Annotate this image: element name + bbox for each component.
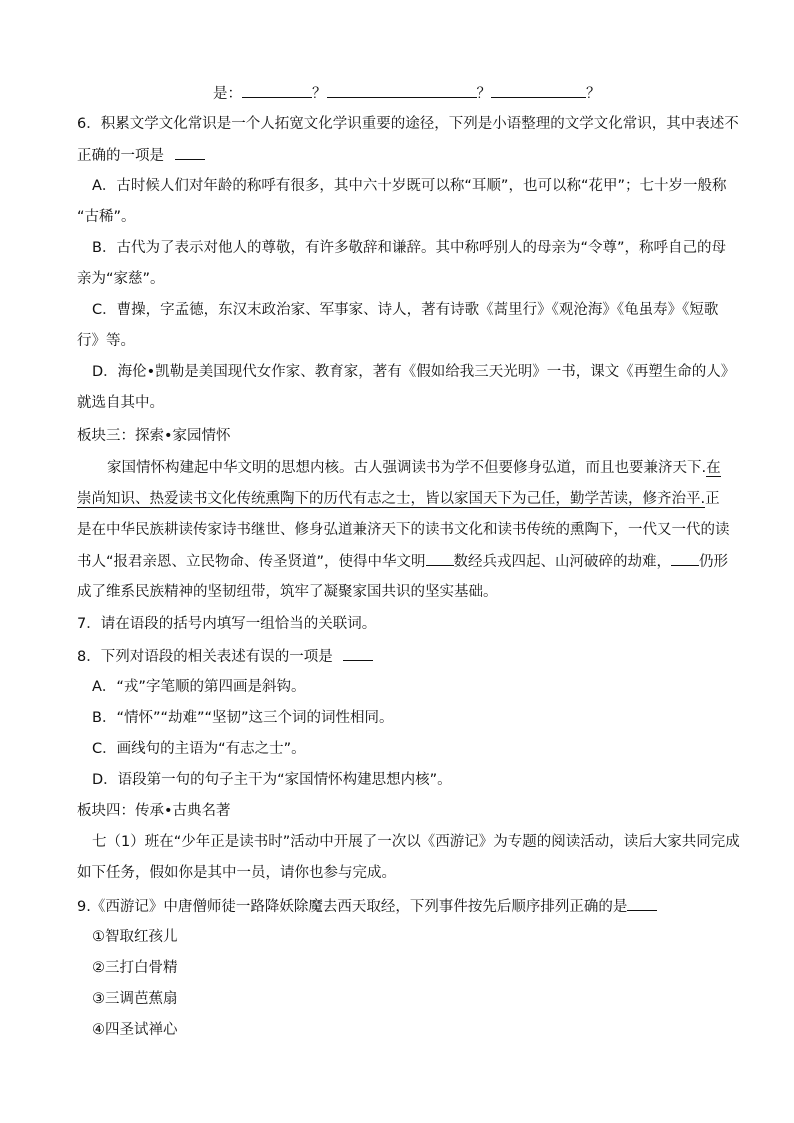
answer-blank[interactable] (491, 83, 586, 98)
answer-blank-line (213, 83, 601, 104)
connective-blank-1[interactable] (426, 551, 454, 566)
section-4-intro-cont: 如下任务，假如你是其中一员，请你也参与完成。 (77, 865, 396, 881)
question-9-item-3: ③三调芭蕉扇 (92, 991, 178, 1007)
question-8-option-b: B．“情怀”“劫难”“坚韧”这三个词的词性相同。 (92, 710, 394, 726)
connective-blank-2[interactable] (671, 551, 699, 566)
question-9-stem-text: 9.《西游记》中唐僧师徒一路降妖除魔去西天取经，下列事件按先后顺序排列正确的是 (77, 899, 628, 915)
question-6-stem-text: 正确的一项是 (77, 148, 164, 164)
answer-blank[interactable] (627, 896, 657, 911)
passage-text: 书人“报君亲恩、立民物命、传圣贤道”，使得中华文明 (77, 554, 426, 570)
question-mark: ？ (312, 86, 327, 102)
passage-line-4 (77, 551, 728, 572)
question-9-stem (77, 896, 657, 917)
answer-blank[interactable] (175, 145, 205, 160)
question-8-option-c: C．画线句的主语为“有志之士”。 (92, 741, 306, 757)
section-3-title: 板块三：探索•家园情怀 (77, 428, 231, 444)
passage-text: 正 (705, 491, 720, 507)
question-8-stem-text: 8．下列对语段的相关表述有误的一项是 (77, 649, 333, 665)
question-6-option-b: B．古代为了表示对他人的尊敬，有许多敬辞和谦辞。其中称呼别人的母亲为“令尊”，称呼自己的母 (92, 240, 726, 256)
section-4-title: 板块四：传承•古典名著 (77, 803, 231, 819)
question-6-option-b-cont: 亲为“家慈”。 (77, 271, 165, 287)
question-mark: ？ (586, 86, 601, 102)
passage-text: 仍形 (699, 554, 729, 570)
answer-blank[interactable] (242, 83, 312, 98)
question-6-option-a: A．古时候人们对年龄的称呼有很多，其中六十岁既可以称“耳顺”，也可以称“花甲”；七十岁一般称 (92, 178, 727, 194)
passage-text: 数经兵戎四起、山河破碎的劫难， (453, 554, 672, 570)
question-9-item-4: ④四圣试禅心 (92, 1022, 178, 1038)
question-7: 7．请在语段的括号内填写一组恰当的关联词。 (77, 616, 377, 632)
question-8-option-a: A．“戎”字笔顺的第四画是斜钩。 (92, 679, 306, 695)
question-6-option-d: D．海伦•凯勒是美国现代女作家、教育家，著有《假如给我三天光明》一书，课文《再塑生命的人》 (92, 364, 736, 380)
answer-blank[interactable] (327, 83, 477, 98)
question-6-option-d-cont: 就选自其中。 (77, 395, 164, 411)
question-6-option-a-cont: “古稀”。 (77, 209, 136, 225)
question-mark: ？ (476, 86, 491, 102)
question-8-stem (77, 646, 373, 667)
passage-text: 家国情怀构建起中华文明的思想内核。古人强调读书为学不但要修身弘道，而且也要兼济天下. (107, 460, 707, 476)
question-6-stem: 6．积累文学文化常识是一个人拓宽文化学识重要的途径，下列是小语整理的文学文化常识，其中表述不 (77, 116, 739, 132)
answer-blank[interactable] (343, 646, 373, 661)
question-6-option-c-cont: 行》等。 (77, 333, 135, 349)
passage-line-3: 是在中华民族耕读传家诗书继世、修身弘道兼济天下的读书文化和读书传统的熏陶下，一代又一代的读 (77, 522, 730, 538)
passage-line-5: 成了维系民族精神的坚韧纽带，筑牢了凝聚家国共识的坚实基础。 (77, 584, 498, 600)
question-6-option-c: C．曹操，字孟德，东汉末政治家、军事家、诗人，著有诗歌《蒿里行》《观沧海》《龟虽寿》《短歌 (92, 302, 719, 318)
passage-line-1 (107, 458, 721, 478)
question-8-option-d: D．语段第一句的句子主干为“家国情怀构建思想内核”。 (92, 772, 452, 788)
question-9-item-2: ②三打白骨精 (92, 960, 178, 976)
question-6-stem-cont (77, 145, 205, 166)
answer-prefix: 是： (213, 86, 242, 102)
question-9-item-1: ①智取红孩儿 (92, 929, 178, 945)
underlined-sentence: 崇尚知识、热爱读书文化传统熏陶下的历代有志之士，皆以家国天下为己任，勤学苦读，修齐治平. (77, 491, 706, 507)
section-4-intro: 七（1）班在“少年正是读书时”活动中开展了一次以《西游记》为专题的阅读活动，读后大家共同完成 (92, 834, 740, 850)
passage-line-2 (77, 489, 720, 509)
underlined-text: 在 (706, 460, 721, 476)
